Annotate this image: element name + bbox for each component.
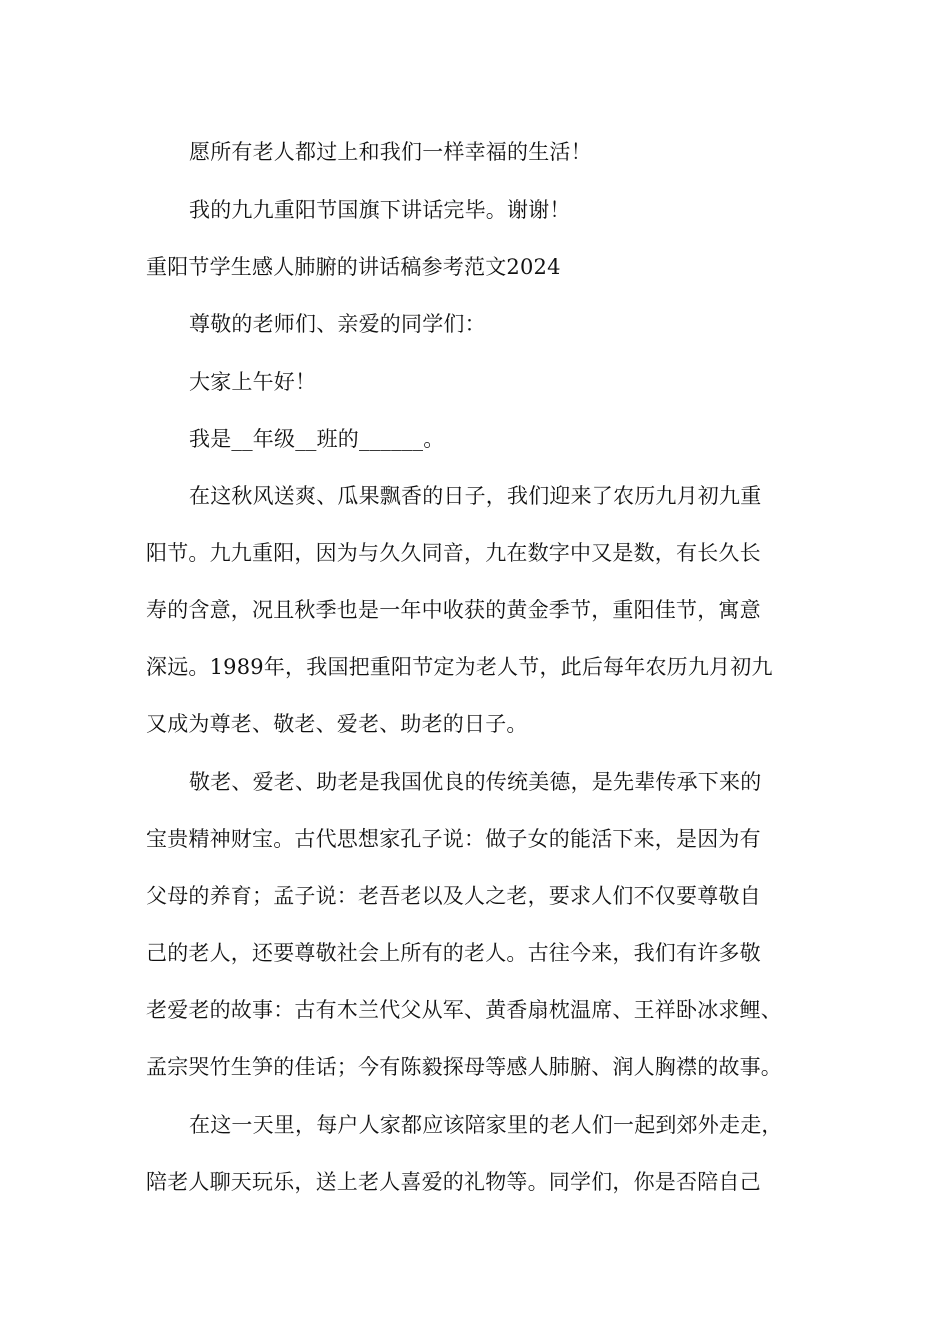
salutation-line: 尊敬的老师们、亲爱的同学们：	[189, 312, 486, 336]
paragraph-2-line-1: 敬老、爱老、助老是我国优良的传统美德，是先辈传承下来的	[189, 770, 762, 794]
paragraph-1-line-3: 寿的含意，况且秋季也是一年中收获的黄金季节，重阳佳节，寓意	[146, 598, 761, 622]
paragraph-2-line-6: 孟宗哭竹生笋的佳话；今有陈毅探母等感人肺腑、润人胸襟的故事。	[146, 1055, 782, 1079]
paragraph-1-line-4: 深远。1989年，我国把重阳节定为老人节，此后每年农历九月初九	[146, 655, 773, 679]
paragraph-3-line-1: 在这一天里，每户人家都应该陪家里的老人们一起到郊外走走，	[189, 1113, 783, 1137]
closing-wish-line: 愿所有老人都过上和我们一样幸福的生活！	[189, 140, 592, 164]
closing-thanks-line: 我的九九重阳节国旗下讲话完毕。谢谢！	[189, 198, 571, 222]
paragraph-1-line-5: 又成为尊老、敬老、爱老、助老的日子。	[146, 712, 528, 736]
greeting-line: 大家上午好！	[189, 370, 317, 394]
paragraph-1-line-1: 在这秋风送爽、瓜果飘香的日子，我们迎来了农历九月初九重	[189, 484, 762, 508]
paragraph-1-line-2: 阳节。九九重阳，因为与久久同音，九在数字中又是数，有长久长	[146, 541, 761, 565]
self-intro-line: 我是__年级__班的______。	[189, 427, 445, 451]
paragraph-2-line-2: 宝贵精神财宝。古代思想家孔子说：做子女的能活下来，是因为有	[146, 827, 761, 851]
section-title: 重阳节学生感人肺腑的讲话稿参考范文2024	[146, 255, 561, 279]
paragraph-2-line-5: 老爱老的故事：古有木兰代父从军、黄香扇枕温席、王祥卧冰求鲤、	[146, 998, 782, 1022]
paragraph-2-line-4: 己的老人，还要尊敬社会上所有的老人。古往今来，我们有许多敬	[146, 941, 761, 965]
paragraph-2-line-3: 父母的养育；孟子说：老吾老以及人之老，要求人们不仅要尊敬自	[146, 884, 761, 908]
paragraph-3-line-2: 陪老人聊天玩乐，送上老人喜爱的礼物等。同学们，你是否陪自己	[146, 1170, 761, 1194]
